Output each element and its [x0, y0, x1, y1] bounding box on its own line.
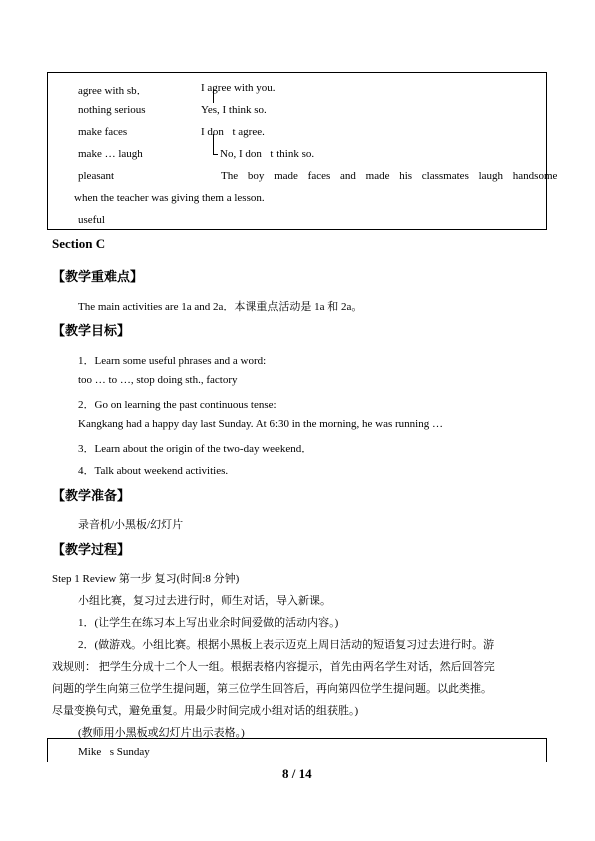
process-text: 问题的学生向第三位学生提问题，第三位学生回答后，再向第四位学生提问题。以此类推。 — [52, 683, 492, 695]
heading-process: 【教学过程】 — [52, 543, 131, 558]
key-points-text: The main activities are 1a and 2a．本课重点活动是 1a 和 2a。 — [78, 301, 363, 313]
process-text: 1．(让学生在练习本上写出业余时间爱做的活动内容。) — [78, 617, 339, 629]
process-text: (教师用小黑板或幻灯片出示表格。) — [78, 727, 245, 739]
brace-line — [213, 134, 218, 155]
phrase-item: make … laugh — [78, 148, 143, 160]
response-item: No, I don t think so. — [220, 148, 315, 160]
response-item: I agree with you. — [201, 82, 276, 94]
heading-preparation: 【教学准备】 — [52, 489, 131, 504]
response-item: Yes, I think so. — [201, 104, 267, 116]
step-title: Step 1 Review 第一步 复习(时间:8 分钟) — [52, 573, 240, 585]
goal-item: 1．Learn some useful phrases and a word: — [78, 355, 267, 367]
goal-item: too … to …, stop doing sth., factory — [78, 374, 238, 386]
goal-item: Kangkang had a happy day last Sunday. At 6:30 in the morning, he was running … — [78, 418, 443, 430]
page-number: 8 / 14 — [282, 766, 312, 781]
table-title: Mike s Sunday — [78, 746, 150, 758]
brace-line — [213, 89, 214, 103]
phrase-item: make faces — [78, 126, 128, 138]
phrase-item: pleasant — [78, 170, 115, 182]
section-title: Section C — [52, 236, 106, 251]
example-sentence: The boy made faces and made his classmates laugh handsome — [221, 170, 558, 182]
heading-goals: 【教学目标】 — [52, 324, 131, 339]
heading-key-points: 【教学重难点】 — [52, 270, 144, 285]
process-text: 尽量变换句式，避免重复。用最少时间完成小组对话的组获胜。) — [52, 705, 359, 717]
phrase-item: useful — [78, 214, 105, 226]
phrase-item: nothing serious — [78, 104, 146, 116]
response-item: I don t agree. — [201, 126, 265, 138]
example-sentence-cont: when the teacher was giving them a lesson. — [74, 192, 265, 204]
process-text: 戏规则： 把学生分成十二个人一组。根据表格内容提示，首先由两名学生对话，然后回答完 — [52, 661, 495, 673]
process-text: 小组比赛，复习过去进行时，师生对话，导入新课。 — [78, 595, 331, 607]
goal-item: 4．Talk about weekend activities. — [78, 465, 229, 477]
phrase-item: agree with sb． — [78, 85, 148, 97]
goal-item: 3．Learn about the origin of the two-day weekend． — [78, 443, 313, 455]
goal-item: 2．Go on learning the past continuous tense: — [78, 399, 277, 411]
process-text: 2．(做游戏。小组比赛。根据小黑板上表示迈克上周日活动的短语复习过去进行时。游 — [78, 639, 495, 651]
preparation-text: 录音机/小黑板/幻灯片 — [78, 519, 184, 531]
